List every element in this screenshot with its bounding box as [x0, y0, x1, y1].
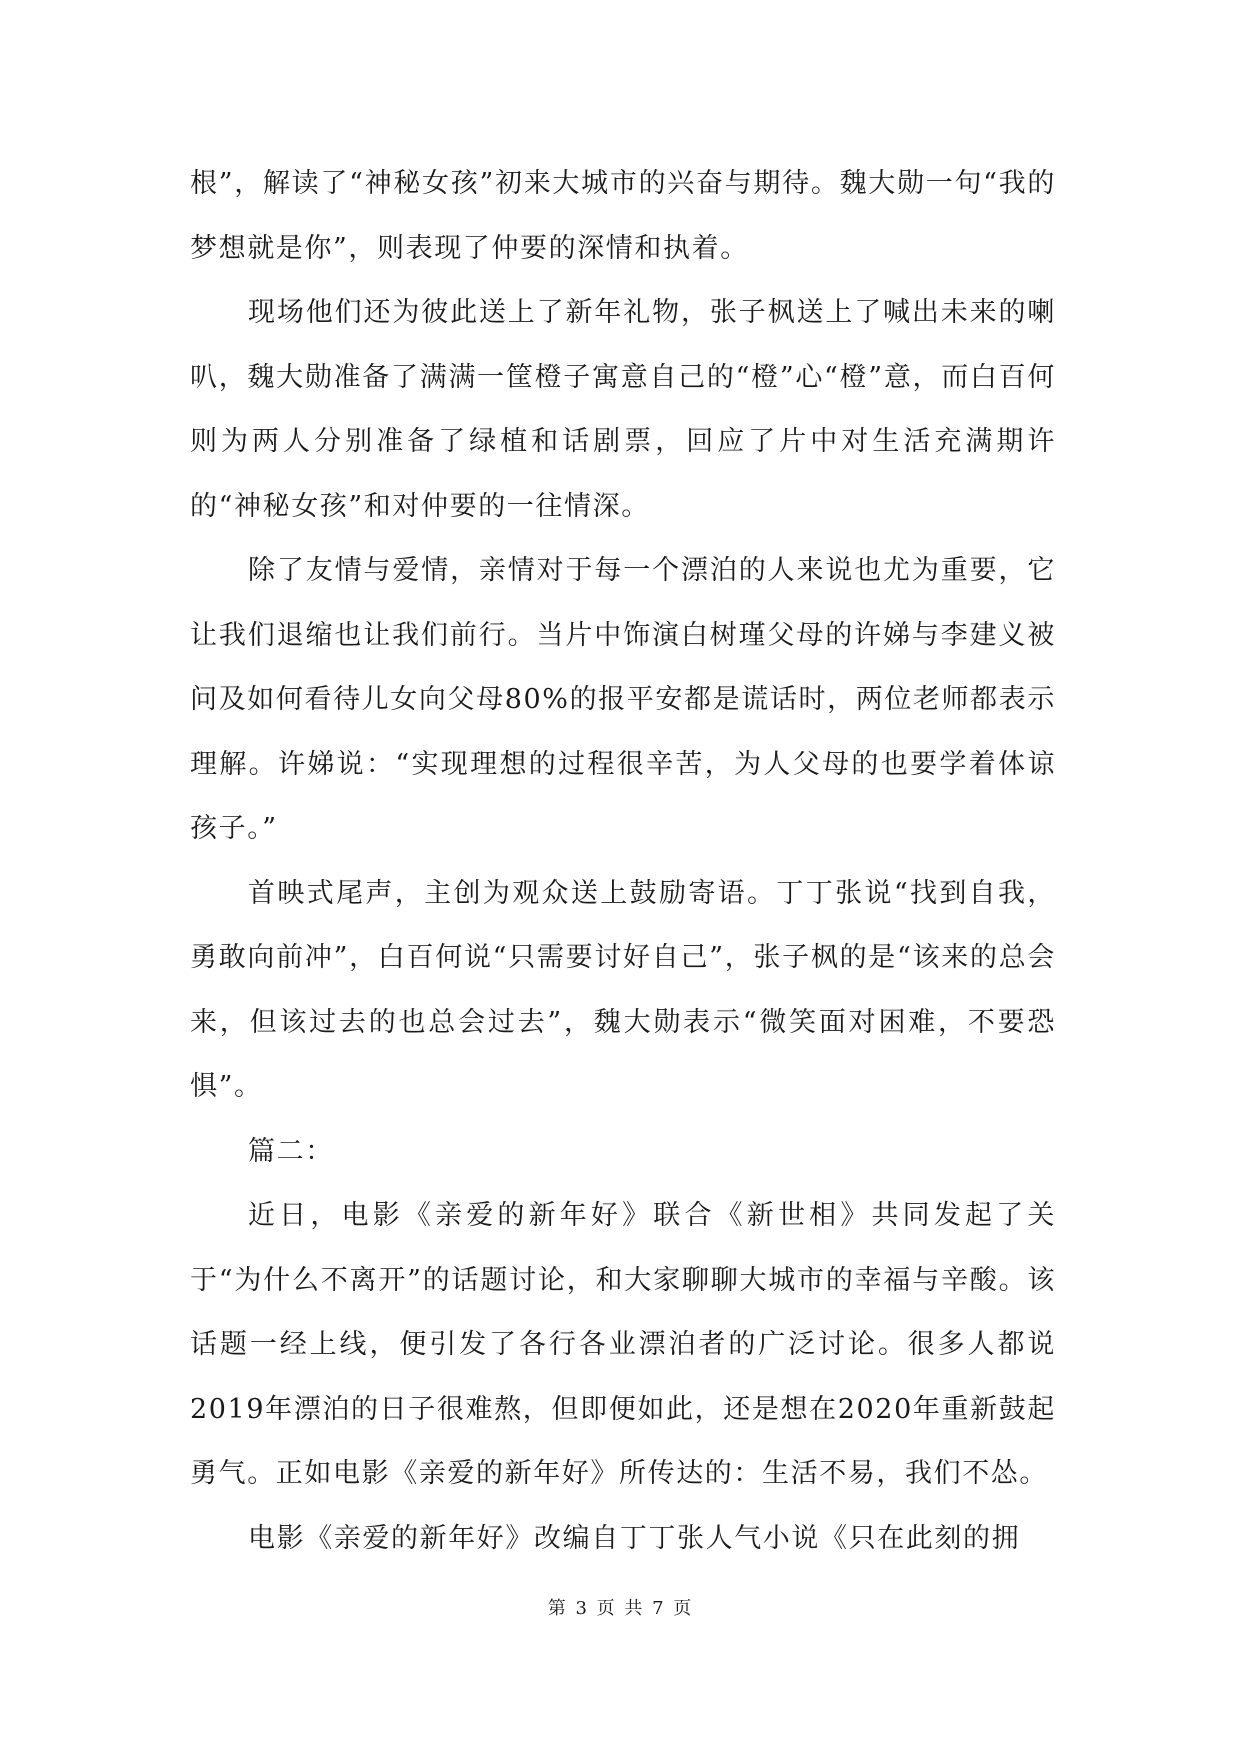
section-heading: 篇二： [248, 1135, 334, 1167]
document-body [190, 152, 1056, 1571]
paragraph: 根”，解读了“神秘女孩”初来大城市的兴奋与期待。魏大勋一句“我的梦想就是你”，则表现了仲要的深情和执着。 [190, 168, 1056, 264]
page-footer [0, 1597, 1241, 1621]
page-number-label: 第 3 页 共 7 页 [547, 1598, 694, 1619]
paragraph: 现场他们还为彼此送上了新年礼物，张子枫送上了喊出未来的喇叭，魏大勋准备了满满一筐橙子寓意自己的“橙”心“橙”意，而白百何则为两人分别准备了绿植和话剧票，回应了片中对生活充满期许的“神秘女孩”和对仲要的一往情深。 [190, 297, 1056, 522]
paragraph: 电影《亲爱的新年好》改编自丁丁张人气小说《只在此刻的拥 [248, 1522, 1021, 1554]
paragraph: 除了友情与爱情，亲情对于每一个漂泊的人来说也尤为重要，它让我们退缩也让我们前行。当片中饰演白树瑾父母的许娣与李建义被问及如何看待儿女向父母80%的报平安都是谎话时，两位老师都表示理解。许娣说：“实现理想的过程很辛苦，为人父母的也要学着体谅孩子。” [190, 555, 1056, 844]
paragraph: 近日，电影《亲爱的新年好》联合《新世相》共同发起了关于“为什么不离开”的话题讨论，和大家聊聊大城市的幸福与辛酸。该话题一经上线，便引发了各行各业漂泊者的广泛讨论。很多人都说2019年漂泊的日子很难熬，但即便如此，还是想在2020年重新鼓起勇气。正如电影《亲爱的新年好》所传达的：生活不易，我们不怂。 [190, 1200, 1056, 1489]
paragraph: 首映式尾声，主创为观众送上鼓励寄语。丁丁张说“找到自我，勇敢向前冲”，白百何说“只需要讨好自己”，张子枫的是“该来的总会来，但该过去的也总会过去”，魏大勋表示“微笑面对困难，不要恐惧”。 [190, 877, 1056, 1102]
